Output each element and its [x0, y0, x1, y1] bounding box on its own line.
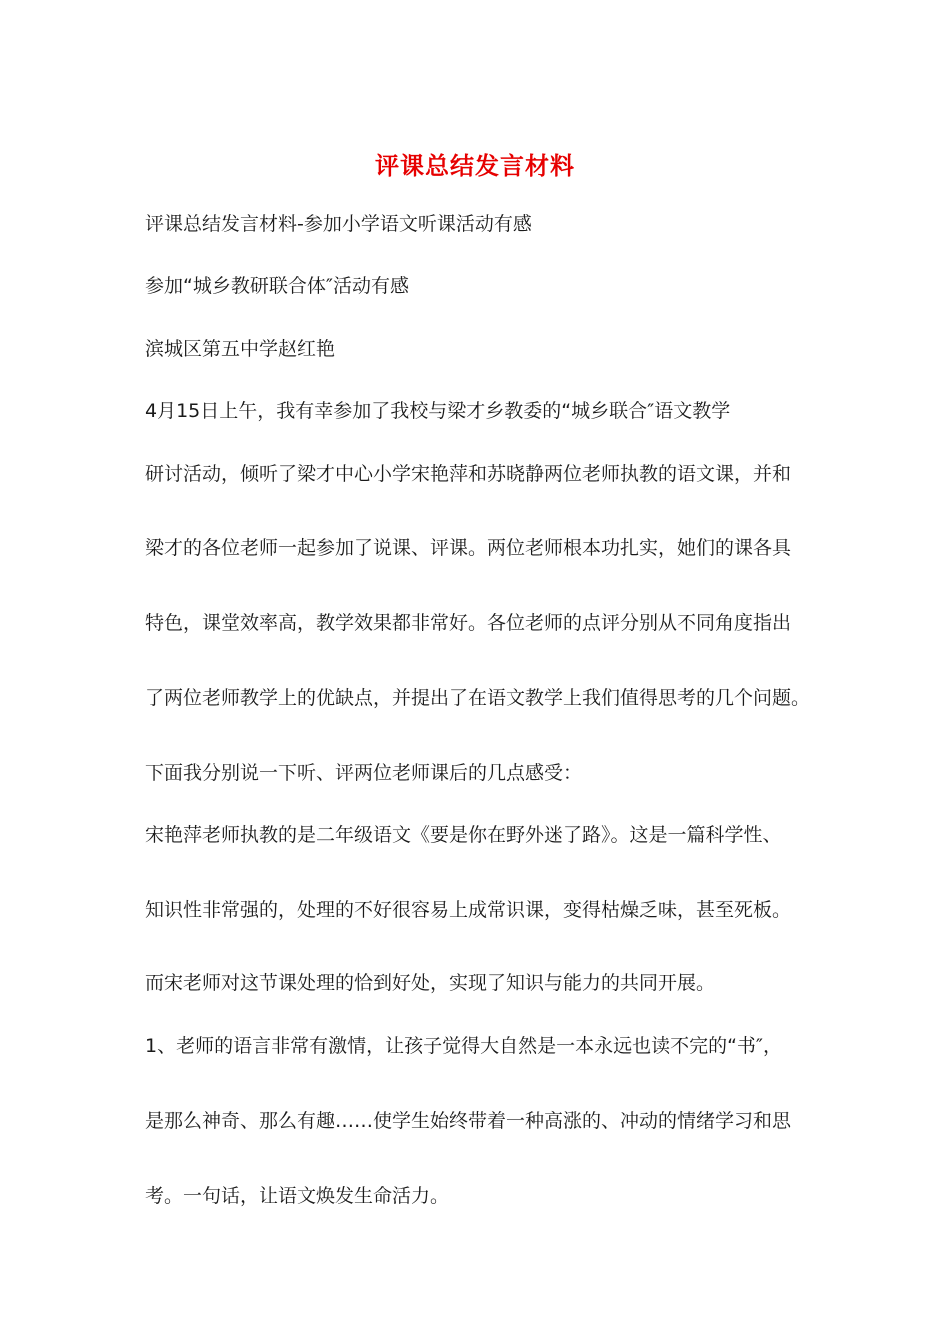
paragraph-line: 了两位老师教学上的优缺点，并提出了在语文教学上我们值得思考的几个问题。 [145, 687, 811, 709]
author-line: 滨城区第五中学赵红艳 [145, 338, 336, 360]
paragraph-line: 研讨活动，倾听了梁才中心小学宋艳萍和苏晓静两位老师执教的语文课，并和 [145, 463, 792, 485]
subtitle-line: 评课总结发言材料-参加小学语文听课活动有感 [145, 213, 532, 235]
activity-line: 参加“城乡教研联合体″活动有感 [145, 275, 409, 297]
paragraph-line: 是那么神奇、那么有趣……使学生始终带着一种高涨的、冲动的情绪学习和思 [145, 1110, 792, 1132]
paragraph-line: 宋艳萍老师执教的是二年级语文《要是你在野外迷了路》。这是一篇科学性、 [145, 824, 782, 846]
paragraph-line: 考。一句话，让语文焕发生命活力。 [145, 1185, 450, 1207]
paragraph-line: 1、老师的语言非常有激情，让孩子觉得大自然是一本永远也读不完的“书″， [145, 1035, 783, 1057]
paragraph-line: 4月15日上午，我有幸参加了我校与梁才乡教委的“城乡联合″语文教学 [145, 400, 731, 422]
paragraph-line: 梁才的各位老师一起参加了说课、评课。两位老师根本功扎实，她们的课各具 [145, 537, 792, 559]
paragraph-line: 下面我分别说一下听、评两位老师课后的几点感受： [145, 762, 583, 784]
document-title: 评课总结发言材料 [375, 151, 575, 180]
paragraph-line: 知识性非常强的，处理的不好很容易上成常识课，变得枯燥乏味，甚至死板。 [145, 899, 792, 921]
paragraph-line: 特色，课堂效率高，教学效果都非常好。各位老师的点评分别从不同角度指出 [145, 612, 792, 634]
paragraph-line: 而宋老师对这节课处理的恰到好处，实现了知识与能力的共同开展。 [145, 972, 716, 994]
